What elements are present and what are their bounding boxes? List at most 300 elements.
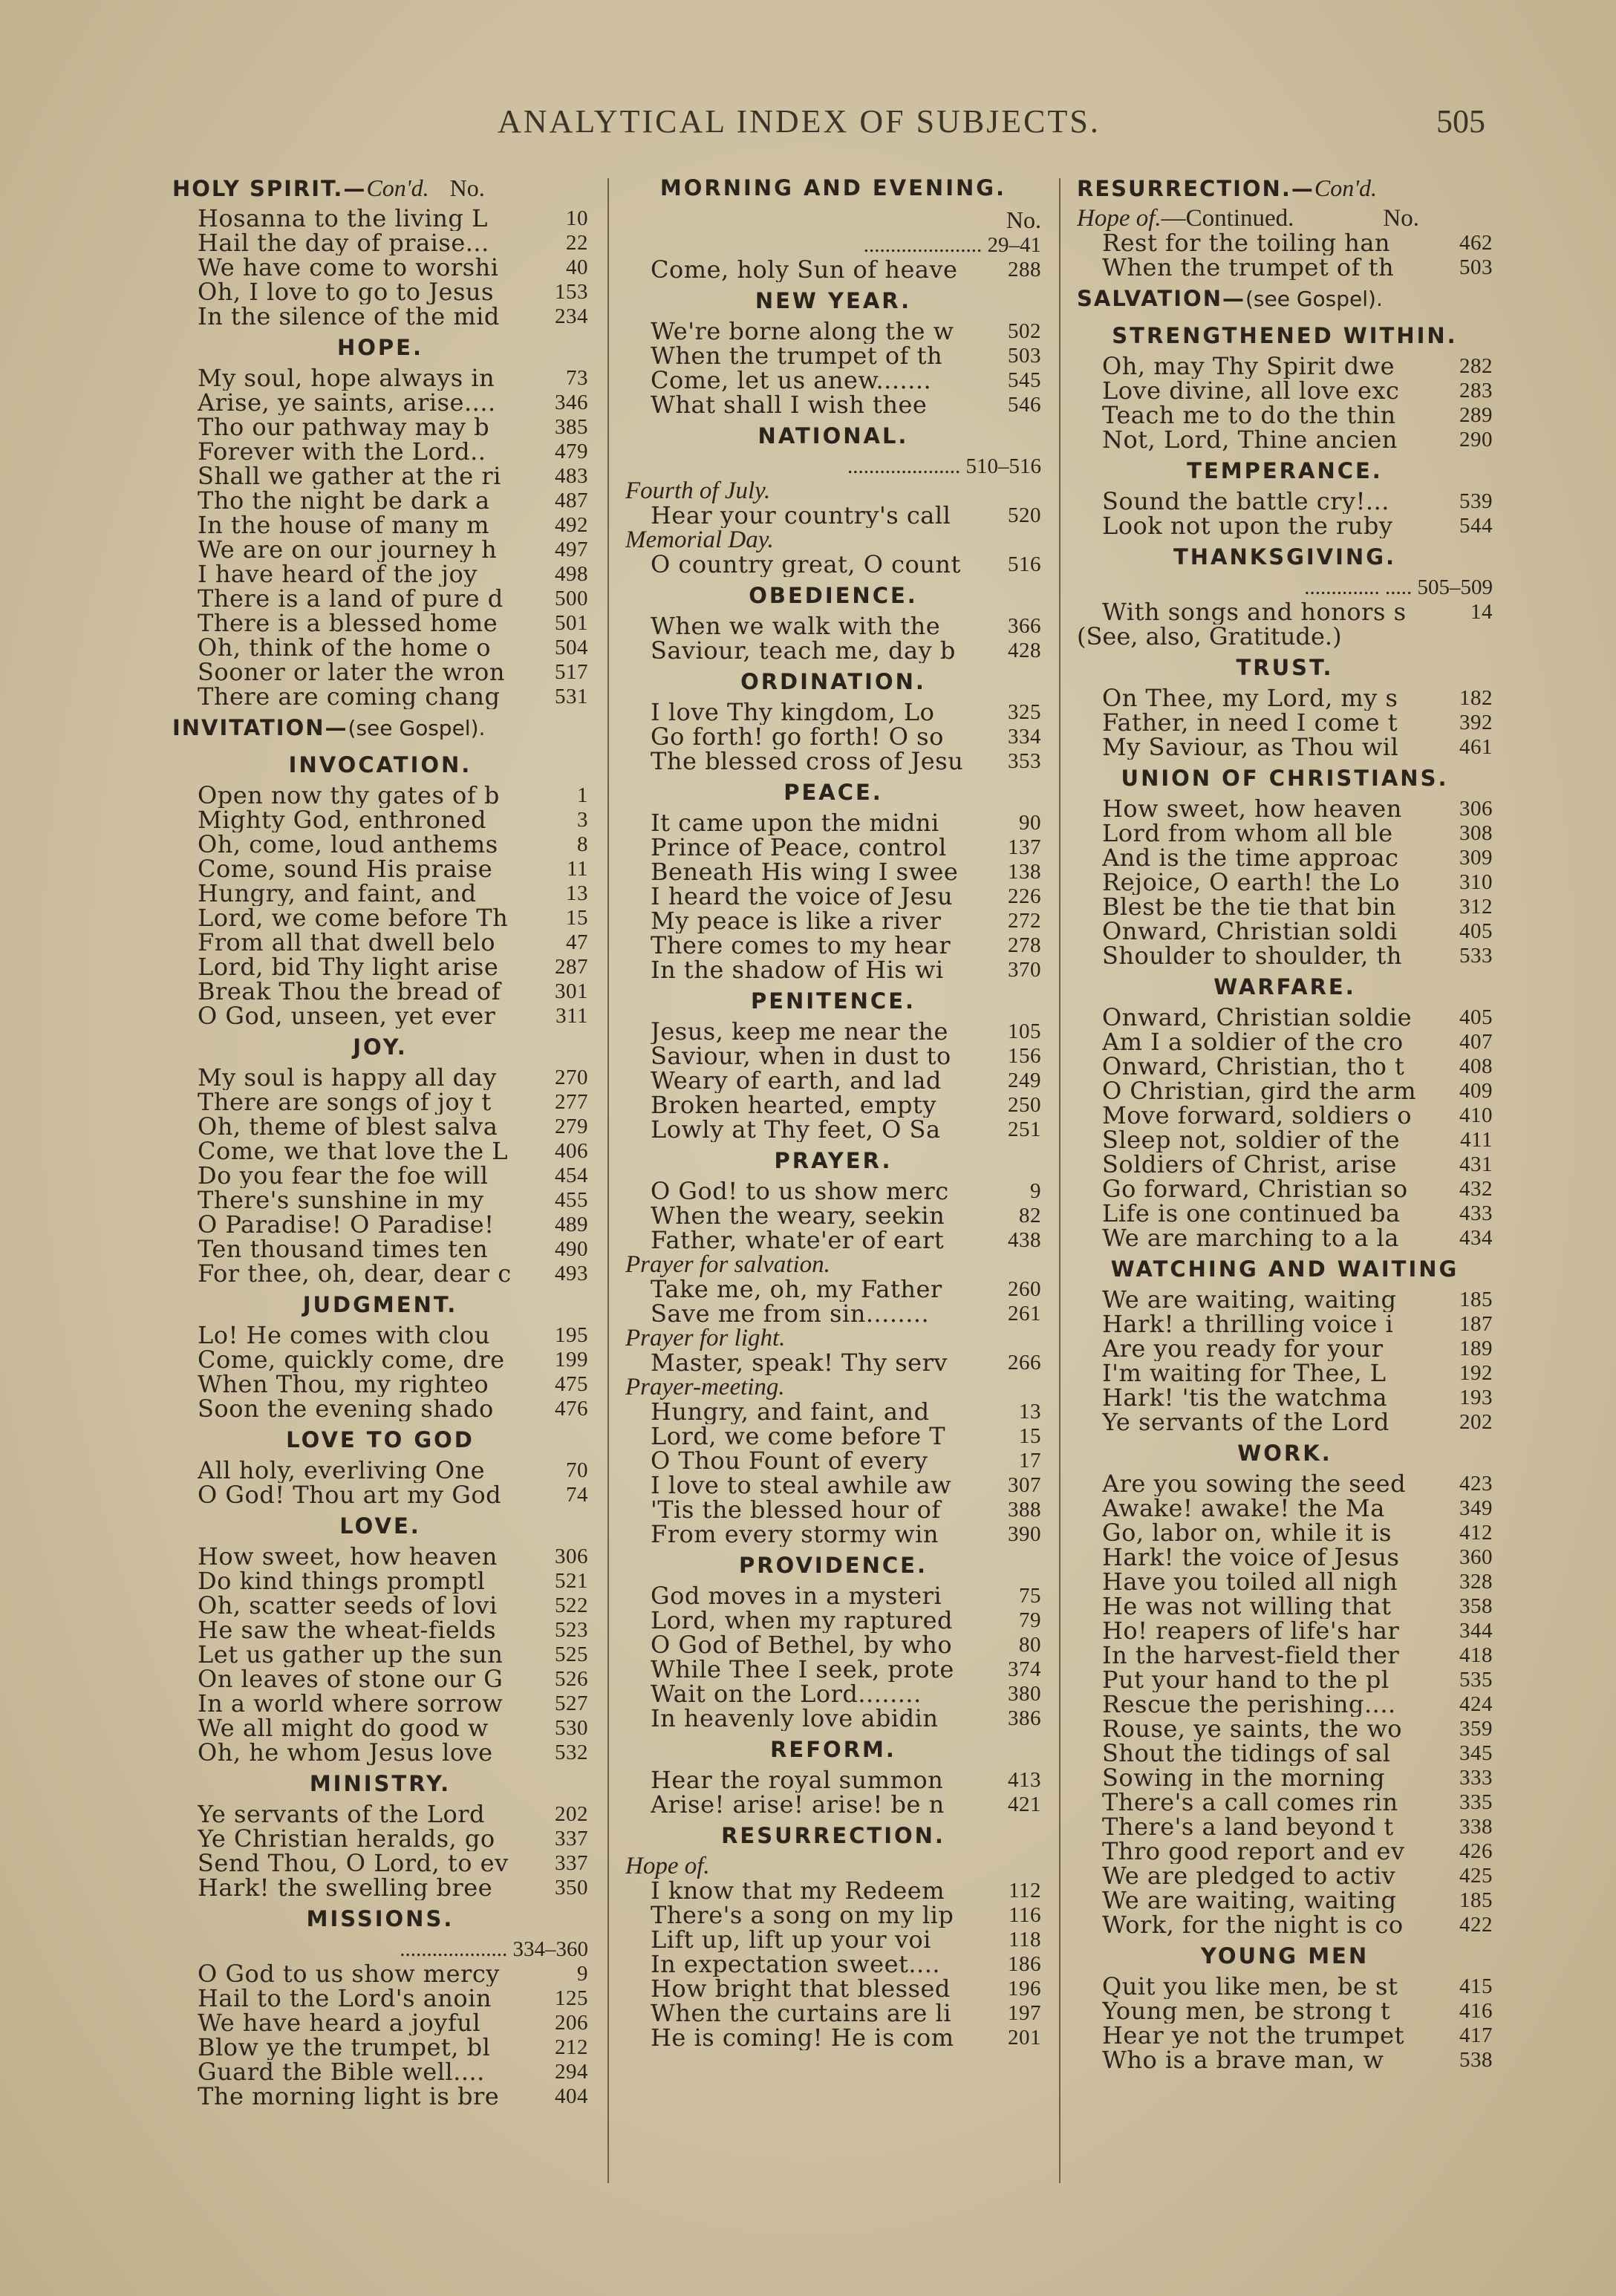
- hymn-number: 266: [1008, 1351, 1041, 1374]
- hymn-number: 290: [1459, 428, 1493, 451]
- hymn-first-line: Not, Lord, Thine ancien: [1102, 428, 1398, 452]
- section-heading: OBEDIENCE.: [749, 583, 918, 608]
- hymn-first-line: Rescue the perishing....: [1102, 1692, 1396, 1717]
- hymn-number: 277: [555, 1090, 588, 1114]
- index-entry: [172, 808, 588, 832]
- index-entry: [172, 783, 588, 808]
- hymn-number: 438: [1008, 1228, 1041, 1252]
- hymn-first-line: Tho the night be dark a: [198, 489, 490, 513]
- hymn-first-line: Shout the tidings of sal: [1102, 1741, 1391, 1766]
- index-entry: [1077, 1128, 1493, 1152]
- hymn-first-line: Move forward, soldiers o: [1102, 1103, 1412, 1128]
- hymn-first-line: My soul, hope always in: [198, 366, 495, 391]
- hymn-first-line: Lowly at Thy feet, O Sa: [651, 1118, 941, 1142]
- hymn-number: 492: [555, 513, 588, 537]
- section-heading: TRUST.: [1236, 655, 1334, 680]
- entry-list: [172, 1458, 588, 1507]
- hymn-number: 422: [1459, 1913, 1493, 1937]
- section-heading: LOVE.: [339, 1513, 421, 1539]
- hymn-first-line: On leaves of stone our G: [198, 1667, 504, 1692]
- hymn-first-line: We are marching to a la: [1102, 1226, 1399, 1250]
- hymn-first-line: Hark! a thrilling voice i: [1102, 1312, 1394, 1337]
- index-entry: [625, 1522, 1041, 1547]
- hymn-first-line: Oh, theme of blest salva: [198, 1115, 498, 1139]
- entry-list: [625, 503, 1041, 528]
- index-entry: [172, 1741, 588, 1765]
- hymn-first-line: Lord, we come before T: [651, 1424, 946, 1449]
- hymn-first-line: Young men, be strong t: [1102, 1999, 1391, 2023]
- hymn-number: 212: [555, 2035, 588, 2059]
- hymn-number: 406: [555, 1139, 588, 1163]
- hymn-number: 390: [1008, 1522, 1041, 1546]
- index-entry: [1077, 1386, 1493, 1410]
- hymn-number: 425: [1459, 1864, 1493, 1888]
- index-entry: [1077, 255, 1493, 280]
- index-entry: [625, 1498, 1041, 1522]
- hymn-first-line: We are waiting, waiting: [1102, 1288, 1397, 1312]
- section-heading: NATIONAL.: [758, 423, 909, 449]
- index-entry: [172, 1213, 588, 1237]
- hymn-number: 80: [1019, 1633, 1041, 1657]
- index-entry: [625, 319, 1041, 344]
- hymn-first-line: Thro good report and ev: [1102, 1839, 1405, 1864]
- index-entry: [1077, 1692, 1493, 1717]
- hymn-first-line: Hail the day of praise...: [198, 231, 489, 255]
- entry-list: [1077, 797, 1493, 968]
- hymn-number: 516: [1008, 552, 1041, 576]
- hymn-number: 533: [1459, 944, 1493, 968]
- index-entry: [1077, 1790, 1493, 1815]
- hymn-first-line: Go forth! go forth! O so: [651, 725, 944, 749]
- index-entry: [625, 909, 1041, 933]
- index-entry: [172, 979, 588, 1004]
- section-heading: RESURRECTION.: [721, 1823, 945, 1848]
- page-header: [0, 102, 1616, 147]
- hymn-first-line: Open now thy gates of b: [198, 783, 500, 808]
- entry-list: [625, 1351, 1041, 1375]
- hymn-number: 15: [566, 906, 588, 930]
- hymn-number: 428: [1008, 639, 1041, 662]
- index-entry: [172, 1483, 588, 1507]
- hymn-first-line: Master, speak! Thy serv: [651, 1351, 948, 1375]
- section-heading: JOY.: [353, 1034, 408, 1060]
- index-entry: [625, 749, 1041, 774]
- hymn-number: 424: [1459, 1692, 1493, 1716]
- index-entry: [625, 503, 1041, 528]
- hymn-number: 521: [555, 1569, 588, 1593]
- index-entry: [625, 1351, 1041, 1375]
- hymn-first-line: Take me, oh, my Father: [651, 1277, 942, 1302]
- entry-list: [625, 811, 1041, 982]
- index-entry: [172, 2060, 588, 2084]
- hymn-first-line: Saviour, teach me, day b: [651, 639, 956, 663]
- index-entry: [1077, 686, 1493, 711]
- hymn-number: 196: [1008, 1977, 1041, 2000]
- hymn-first-line: In heavenly love abidin: [651, 1706, 939, 1731]
- hymn-number: 189: [1459, 1337, 1493, 1360]
- hymn-number: 325: [1008, 700, 1041, 724]
- hymn-number: 500: [555, 587, 588, 610]
- hymn-number: 9: [1030, 1179, 1041, 1203]
- index-entry: [172, 1851, 588, 1876]
- index-entry: [1077, 1741, 1493, 1766]
- hymn-first-line: O God! Thou art my God: [198, 1483, 502, 1507]
- entry-list: [625, 1584, 1041, 1731]
- index-entry: [172, 391, 588, 415]
- hymn-first-line: Wait on the Lord........: [651, 1682, 922, 1706]
- hymn-number: 105: [1008, 1020, 1041, 1043]
- index-entry: [625, 1977, 1041, 2001]
- index-entry: [1077, 354, 1493, 379]
- index-entry: [1077, 1839, 1493, 1864]
- hymn-first-line: Soon the evening shado: [198, 1397, 494, 1421]
- hymn-first-line: All holy, everliving One: [198, 1458, 486, 1483]
- index-entry: [172, 1090, 588, 1115]
- hymn-first-line: Am I a soldier of the cro: [1102, 1030, 1404, 1054]
- hymn-first-line: Sleep not, soldier of the: [1102, 1128, 1400, 1152]
- hymn-first-line: Arise! arise! arise! be n: [651, 1793, 945, 1817]
- hymn-number: 462: [1459, 231, 1493, 255]
- index-entry: [172, 538, 588, 562]
- index-entry: [1077, 1888, 1493, 1913]
- hymn-number: 432: [1459, 1177, 1493, 1201]
- hymn-first-line: In the harvest-field ther: [1102, 1643, 1400, 1668]
- index-entry: [625, 1584, 1041, 1608]
- index-entry: [625, 1903, 1041, 1928]
- hymn-first-line: Guard the Bible well....: [198, 2060, 485, 2084]
- entry-list: [172, 1323, 588, 1421]
- index-entry: [625, 811, 1041, 835]
- hymn-number: 544: [1459, 514, 1493, 538]
- entry-list: [1077, 489, 1493, 538]
- hymn-first-line: When the weary, seekin: [651, 1204, 945, 1228]
- index-entry: [172, 1458, 588, 1483]
- hymn-number: 288: [1008, 258, 1041, 281]
- index-entry: [1077, 1361, 1493, 1386]
- index-entry: [172, 2011, 588, 2035]
- index-entry: [625, 1400, 1041, 1424]
- entry-list: [625, 1768, 1041, 1817]
- hymn-first-line: Hear ye not the trumpet: [1102, 2023, 1404, 2048]
- hymn-first-line: Come, let us anew.......: [651, 368, 932, 393]
- index-entry: [1077, 1974, 1493, 1999]
- hymn-number: 523: [555, 1618, 588, 1642]
- hymn-first-line: Saviour, when in dust to: [651, 1044, 951, 1069]
- hymn-number: 426: [1459, 1839, 1493, 1863]
- subheading: Hope of.: [625, 1854, 710, 1879]
- index-entry: [172, 587, 588, 611]
- hymn-first-line: Who is a brave man, w: [1102, 2048, 1384, 2072]
- hymn-number: 344: [1459, 1619, 1493, 1643]
- section-heading: MINISTRY.: [309, 1771, 452, 1796]
- hymn-number: 539: [1459, 489, 1493, 513]
- hymn-number: 308: [1459, 821, 1493, 845]
- index-entry: [172, 1986, 588, 2011]
- index-entry: [1077, 895, 1493, 919]
- hymn-number: 392: [1459, 711, 1493, 734]
- hymn-number: 195: [555, 1323, 588, 1347]
- index-entry: [625, 1118, 1041, 1142]
- entry-list: [1077, 354, 1493, 452]
- hymn-number: 9: [577, 1962, 588, 1986]
- hymn-number: 525: [555, 1643, 588, 1666]
- hymn-number: 193: [1459, 1386, 1493, 1409]
- index-entry: [172, 1348, 588, 1372]
- hymn-first-line: Broken hearted, empty: [651, 1093, 936, 1118]
- hymn-number: 405: [1459, 1005, 1493, 1029]
- hymn-first-line: We have come to worshi: [198, 255, 499, 280]
- hymn-number: 125: [555, 1986, 588, 2010]
- index-entry: [172, 1716, 588, 1741]
- hymn-number: 526: [555, 1667, 588, 1691]
- hymn-first-line: Oh, come, loud anthems: [198, 832, 498, 857]
- hymn-first-line: My Saviour, as Thou wil: [1102, 735, 1399, 760]
- hymn-first-line: He is coming! He is com: [651, 2026, 954, 2050]
- hymn-first-line: Lord, we come before Th: [198, 906, 509, 930]
- section-heading: INVOCATION.: [288, 752, 472, 777]
- hymn-number: 353: [1008, 749, 1041, 773]
- hymn-first-line: When the trumpet of th: [651, 344, 943, 368]
- index-entry: [1077, 1717, 1493, 1741]
- index-entry: [1077, 919, 1493, 944]
- hymn-first-line: Go forward, Christian so: [1102, 1177, 1408, 1201]
- hymn-first-line: We have heard a joyful: [198, 2011, 481, 2035]
- hymn-first-line: Oh, I love to go to Jesus: [198, 280, 494, 304]
- hymn-first-line: 'Tis the blessed hour of: [651, 1498, 941, 1522]
- index-entry: [1077, 735, 1493, 760]
- index-entry: [172, 562, 588, 587]
- hymn-first-line: Have you toiled all nigh: [1102, 1570, 1398, 1594]
- hymn-first-line: Love divine, all love exc: [1102, 379, 1400, 403]
- hymn-first-line: I have heard of the joy: [198, 562, 478, 587]
- hymn-number: 182: [1459, 686, 1493, 710]
- index-entry: [625, 884, 1041, 909]
- hymn-first-line: Shall we gather at the ri: [198, 464, 501, 489]
- hymn-number: 359: [1459, 1717, 1493, 1741]
- hymn-number: 421: [1008, 1793, 1041, 1816]
- index-entry: [172, 1397, 588, 1421]
- hymn-number: 137: [1008, 835, 1041, 859]
- column-rule-left: [607, 178, 609, 2183]
- hymn-number: 17: [1019, 1449, 1041, 1472]
- entry-list: [625, 1020, 1041, 1142]
- index-entry: [172, 906, 588, 930]
- index-entry: [1077, 1570, 1493, 1594]
- section-heading: REFORM.: [770, 1737, 896, 1762]
- hymn-number: 358: [1459, 1594, 1493, 1618]
- section-heading: STRENGTHENED WITHIN.: [1112, 323, 1458, 348]
- hymn-number: 70: [566, 1458, 588, 1482]
- hymn-number: 408: [1459, 1054, 1493, 1078]
- hymn-first-line: We are pledged to activ: [1102, 1864, 1396, 1888]
- hymn-number: 503: [1008, 344, 1041, 368]
- hymn-first-line: Come, holy Sun of heave: [651, 258, 958, 282]
- index-entry: [172, 1323, 588, 1348]
- index-entry: [1077, 1766, 1493, 1790]
- hymn-first-line: Come, sound His praise: [198, 857, 493, 881]
- section-heading: WORK.: [1237, 1441, 1332, 1466]
- hymn-number: 350: [555, 1876, 588, 1899]
- index-entry: [1077, 1643, 1493, 1668]
- hymn-first-line: There are coming chang: [198, 685, 501, 709]
- index-entry: [172, 1827, 588, 1851]
- hymn-first-line: Tho our pathway may b: [198, 415, 490, 440]
- hymn-number: 497: [555, 538, 588, 561]
- hymn-number: 261: [1008, 1302, 1041, 1325]
- entry-list: [625, 1879, 1041, 2050]
- hymn-first-line: Come, quickly come, dre: [198, 1348, 505, 1372]
- hymn-first-line: Awake! awake! the Ma: [1102, 1496, 1385, 1521]
- hymn-first-line: O God of Bethel, by who: [651, 1633, 953, 1657]
- hymn-number: 487: [555, 489, 588, 512]
- index-entry: [625, 2001, 1041, 2026]
- entry-list: [172, 1802, 588, 1900]
- hymn-number: 14: [1470, 600, 1493, 624]
- hymn-number: 202: [555, 1802, 588, 1826]
- index-entry: [172, 304, 588, 329]
- hymn-number: 47: [566, 930, 588, 954]
- index-entry: [1077, 600, 1493, 624]
- hymn-number: 156: [1008, 1044, 1041, 1068]
- hymn-first-line: Go, labor on, while it is: [1102, 1521, 1392, 1545]
- hymn-first-line: Father, whate'er of eart: [651, 1228, 945, 1253]
- index-entry: [625, 1302, 1041, 1326]
- index-entry: [172, 464, 588, 489]
- hymn-first-line: Lord, bid Thy light arise: [198, 955, 499, 979]
- index-entry: [1077, 403, 1493, 428]
- entry-list: [172, 206, 588, 329]
- hymn-number: 185: [1459, 1888, 1493, 1912]
- hymn-number: 187: [1459, 1312, 1493, 1336]
- hymn-first-line: Hark! 'tis the watchma: [1102, 1386, 1388, 1410]
- index-entry: [1077, 1288, 1493, 1312]
- hymn-number: 461: [1459, 735, 1493, 759]
- hymn-first-line: Are you sowing the seed: [1102, 1472, 1407, 1496]
- hymn-number: 116: [1009, 1903, 1041, 1927]
- hymn-first-line: When we walk with the: [651, 614, 941, 639]
- hymn-first-line: Rouse, ye saints, the wo: [1102, 1717, 1403, 1741]
- hymn-number: 520: [1008, 503, 1041, 527]
- index-entry: [172, 1594, 588, 1618]
- index-entry: [1077, 1521, 1493, 1545]
- index-entry: [172, 1139, 588, 1164]
- index-entry: [625, 1277, 1041, 1302]
- entry-list: [625, 1179, 1041, 1253]
- index-entry: [1077, 1054, 1493, 1079]
- hymn-number: 546: [1008, 393, 1041, 417]
- hymn-number: 503: [1459, 255, 1493, 279]
- hymn-number: 13: [1019, 1400, 1041, 1423]
- hymn-number: 74: [566, 1483, 588, 1507]
- index-entry: [625, 835, 1041, 860]
- entry-list: [625, 258, 1041, 282]
- number-column-label: No.: [1006, 206, 1041, 233]
- hymn-first-line: Hark! the voice of Jesus: [1102, 1545, 1400, 1570]
- hymn-first-line: Blow ye the trumpet, bl: [198, 2035, 491, 2060]
- hymn-first-line: Prince of Peace, control: [651, 835, 947, 860]
- hymn-first-line: Shoulder to shoulder, th: [1102, 944, 1402, 968]
- index-entry: [172, 1115, 588, 1139]
- hymn-number: 411: [1460, 1128, 1493, 1152]
- hymn-number: 306: [555, 1545, 588, 1568]
- hymn-first-line: Oh, think of the home o: [198, 636, 492, 660]
- hymn-first-line: Break Thou the bread of: [198, 979, 501, 1004]
- hymn-number: 360: [1459, 1545, 1493, 1569]
- hymn-first-line: O Thou Fount of every: [651, 1449, 928, 1473]
- hymn-first-line: For thee, oh, dear, dear c: [198, 1262, 512, 1286]
- hymn-number: 311: [556, 1004, 588, 1028]
- subheading: Prayer for salvation.: [625, 1253, 830, 1277]
- hymn-first-line: How bright that blessed: [651, 1977, 951, 2001]
- hymn-number: 40: [566, 255, 588, 279]
- hymn-first-line: Ye servants of the Lord: [198, 1802, 485, 1827]
- section-heading: INVITATION—(see Gospel).: [172, 715, 486, 740]
- hymn-number: 201: [1008, 2026, 1041, 2049]
- hymn-number: 272: [1008, 909, 1041, 933]
- index-entry: [172, 1667, 588, 1692]
- index-entry: [172, 513, 588, 538]
- index-entry: [1077, 1999, 1493, 2023]
- hymn-number: 260: [1008, 1277, 1041, 1301]
- hymn-first-line: I love Thy kingdom, Lo: [651, 700, 935, 725]
- hymn-number: 185: [1459, 1288, 1493, 1311]
- hymn-first-line: Hosanna to the living L: [198, 206, 488, 231]
- index-entry: [1077, 514, 1493, 538]
- index-entry: [172, 881, 588, 906]
- index-entry: [625, 1424, 1041, 1449]
- hymn-number: 370: [1008, 958, 1041, 982]
- index-entry: [172, 1188, 588, 1213]
- index-entry: [625, 1449, 1041, 1473]
- hymn-number: 483: [555, 464, 588, 488]
- hymn-number: 374: [1008, 1657, 1041, 1681]
- hymn-number: 197: [1008, 2001, 1041, 2025]
- hymn-first-line: O country great, O count: [651, 552, 961, 577]
- hymn-number: 287: [555, 955, 588, 979]
- hymn-first-line: He was not willing that: [1102, 1594, 1392, 1619]
- hymn-first-line: Jesus, keep me near the: [651, 1020, 948, 1044]
- hymn-first-line: Oh, scatter seeds of lovi: [198, 1594, 498, 1618]
- subheading: Hope of.—Continued. No.: [1077, 206, 1419, 231]
- hymn-first-line: While Thee I seek, prote: [651, 1657, 954, 1682]
- index-entry: [172, 1262, 588, 1286]
- hymn-first-line: When the curtains are li: [651, 2001, 951, 2026]
- hymn-number: 8: [577, 832, 588, 856]
- index-entry: [1077, 1668, 1493, 1692]
- section-heading: NEW YEAR.: [755, 288, 912, 313]
- index-entry: [625, 368, 1041, 393]
- hymn-first-line: The blessed cross of Jesu: [651, 749, 964, 774]
- hymn-number: 413: [1008, 1768, 1041, 1792]
- hymn-first-line: Work, for the night is co: [1102, 1913, 1404, 1937]
- index-entry: [172, 415, 588, 440]
- hymn-number: 1: [577, 783, 588, 807]
- hymn-first-line: Do kind things promptl: [198, 1569, 486, 1594]
- hymn-number: 250: [1008, 1093, 1041, 1117]
- hymn-number: 22: [566, 231, 588, 255]
- hymn-first-line: Hungry, and faint, and: [198, 881, 477, 906]
- hymn-number: 504: [555, 636, 588, 659]
- hymn-first-line: Hear your country's call: [651, 503, 951, 528]
- entry-list: [625, 552, 1041, 577]
- subheading: Prayer for light.: [625, 1326, 786, 1351]
- hymn-first-line: Life is one continued ba: [1102, 1201, 1401, 1226]
- hymn-first-line: Oh, may Thy Spirit dwe: [1102, 354, 1395, 379]
- hymn-number: 345: [1459, 1741, 1493, 1765]
- hymn-number: 423: [1459, 1472, 1493, 1496]
- cross-reference-note: (See, also, Gratitude.): [1077, 624, 1342, 649]
- index-entry: [625, 1928, 1041, 1952]
